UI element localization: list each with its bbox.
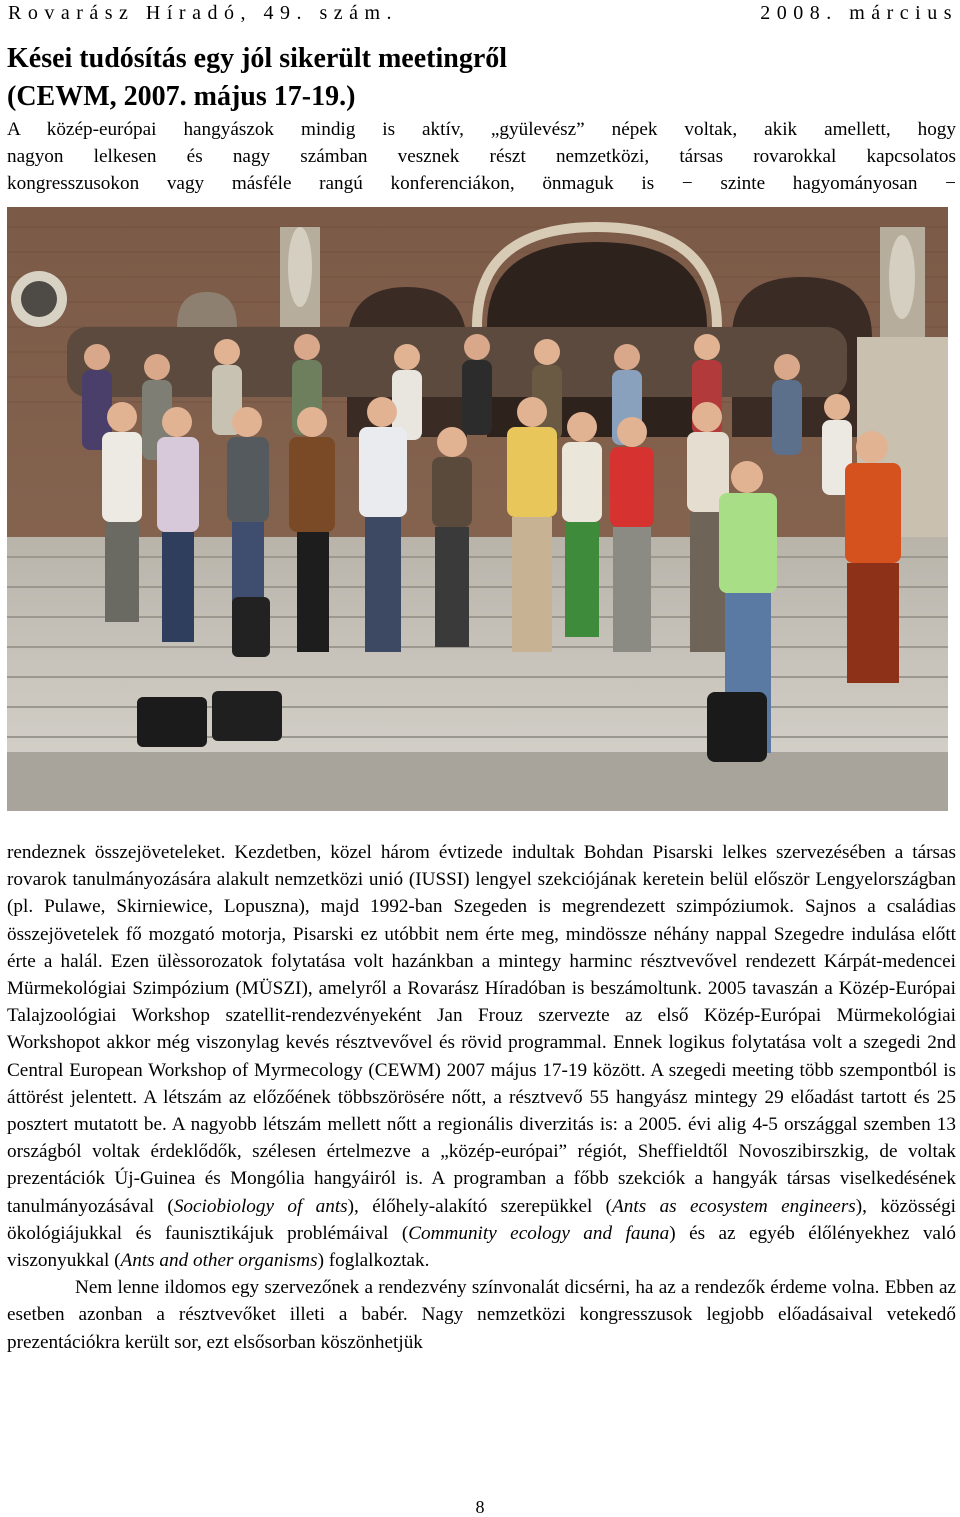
title-line-1: Kései tudósítás egy jól sikerült meetingről xyxy=(7,43,508,74)
paragraph-1 xyxy=(7,839,956,1274)
paragraph-1-text: ) és az egyéb élőlényekhez való viszonyukkal ( xyxy=(7,1222,957,1272)
group-photo xyxy=(7,207,948,811)
intro-line: kongresszusokon vagy másféle rangú konferenciákon, önmaguk is − szinte hagyományosan − xyxy=(7,173,956,195)
section-title-sociobiology: Sociobiology of ants xyxy=(173,1195,348,1217)
page-number: 8 xyxy=(475,1497,485,1517)
paragraph-2: Nem lenne ildomos egy szervezőnek a rendezvény színvonalát dicsérni, ha az a rendezők érdeme volna. Ebben az esetben azonban a résztvevőket illeti a babér. Nagy nemzetközi kongresszusok legjobb előadásaival vetekedő prezentációkra került sor, ezt elsősorban köszönhetjük xyxy=(7,1277,956,1353)
section-title-ants-other-organisms: Ants and other organisms xyxy=(120,1250,318,1272)
intro-paragraph xyxy=(7,116,956,198)
intro-line: nagyon lelkesen és nagy számban vesznek részt nemzetközi, társas rovarokkal kapcsolatos xyxy=(7,146,956,168)
article-body xyxy=(7,839,956,1356)
article-title xyxy=(7,40,707,116)
journal-issue: Rovarász Híradó, 49. szám. xyxy=(8,2,399,24)
paragraph-1-text: ), közösségi ökológiájukkal és faunisztikájuk problémáival ( xyxy=(7,1195,956,1244)
section-title-community-ecology: Community ecology and fauna xyxy=(408,1222,670,1244)
paragraph-1-text: ), élőhely-alakító szerepükkel ( xyxy=(347,1195,613,1217)
section-title-ecosystem-engineers: Ants as ecosystem engineers xyxy=(612,1195,856,1217)
paragraph-1-text: rendeznek összejöveteleket. Kezdetben, közel három évtizede indultak Bohdan Pisarski lelkes szervezésében a társas rovarok tanulmányozására alakult nemzetközi unió (IUSSI) lengyel szekciójának keretein belül először Lengyelországban (pl. Pulawe, Skirniewice, Lopuszna), majd 1992-ban Szegeden is megrendezett szimpóziumok. Sajnos a családias összejövetelek fő mozgató motorja, Pisarski ez utóbbit nem érte meg, mindössze néhány nappal Szegedre indulása előtt érte a halál. Ezen ülèssorozatok folytatása volt hazánkban a mintegy harminc résztvevővel rendezett Kárpát-medencei Mürmekológiai Szimpózium (MÜSZI), amelyről a Rovarász Híradóban is beszámoltunk. 2005 tavaszán a Közép-Európai Talajzoológiai Workshop szatellit-rendezvényeként Jan Frouz szervezte az első Közép-Európai Mürmekológiai Workshopot akkor még viszonylag kevés résztvevővel és rövid programmal. Ennek logikus folytatása volt a szegedi 2nd Central European Workshop of Myrmecology (CEWM) 2007 május 17-19 között. A szegedi meeting több szempontból is áttörést jelentett. A létszám az előzőének többszörösére nőtt, a résztvevő 55 hangyász mintegy 29 előadást tartott és 25 posztert mutatott be. A nagyobb létszám mellett nőtt a regionális diverzitás is: a 2005. évi alig 4-5 országgal szemben 13 országból voltak érdeklődők, szélesen értelmezve a „közép-európai” régiót, Sheffieldtől Novoszibirszkig, de voltak prezentációk Új-Guinea és Mongólia hangyáiról is. A programban a főbb szekciók a hangyák társas viselkedésének tanulmányozásával ( xyxy=(7,842,956,1217)
title-line-2: (CEWM, 2007. május 17-19.) xyxy=(7,81,356,112)
intro-line: A közép-európai hangyászok mindig is aktív, „gyülevész” népek voltak, akik amellett, hogy xyxy=(7,119,956,140)
issue-date: 2008. március xyxy=(760,2,958,24)
paragraph-1-text: ) foglalkoztak. xyxy=(317,1250,430,1272)
running-header xyxy=(8,0,958,26)
